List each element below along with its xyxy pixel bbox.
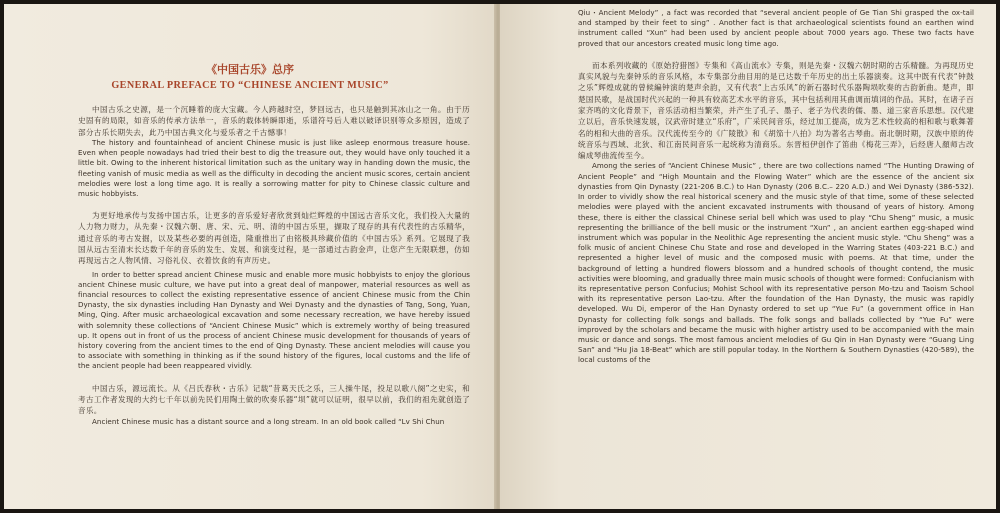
right-page: [500, 4, 996, 509]
paragraph-en-1: The history and fountainhead of ancient Chinese music is just like asleep enormous treasure house. Even when people nowadays had tried their best to dig the treasure out, they would have only touched it a little bit. Owing to the inherent historical limitation such as the unitary way in handing down the music, the fleeting vanish of music media as well as the difficulty in decoding the ancient music scores, certain ancient melodies were lost a long time ago. It is really a sorrowing matter for pity to Chinese classic culture and music hobbyists.: [78, 137, 470, 198]
paragraph-en-5: Among the series of “Ancient Chinese Music” , there are two collections named “The Hunting Drawing of Ancient People” and “High Mountain and the Flowing Water” which are the essence of the ancient six dynasties from Qin Dynasty (221-206 B.C.) to Han Dynasty (206 B.C.– 220 A.D.) and Wei Dynasty (386-532). In order to vividly show the real historical scenery and the music style of that time, some of these selected melodies were played with the ancient excavated instruments with thousand of years of history. Among these, there is either the classical Chinese serial bell which was used to play “Chu Sheng” music, a music representing the brilliance of the bell music or the instrument “Xun” , an ancient earthen egg-shaped wind instrument which was popular in the Neolithic Age representing the ancient music style. “Chu Sheng” was a folk music of ancient Chinese Chu State and rose and developed in the Warring States (403-221 B.C.) and represented a higher level of music and the composed music with poems. At that time, under the background of letting a hundred flowers blossom and a hundred schools of thought contend, the music activities were blooming, and gradually three main music schools of thought were formed: Confucianism with its representative person Confucius; Mohist School with its representative person Mo-tzu and Taoism School with its representative person Lao-tzu. After the foundation of the Han Dynasty, the music was rapidly developed. Wu Di, emperor of the Han Dynasty ordered to set up “Yue Fu” (a government office in Han Dynasty for collecting folk songs and ballads. The folk songs and ballads collected by “Yue Fu” were improved by the scholars and became the music with higher artistry used to be accompanied with the main music or dance and songs. The most famous ancient melodies of Gu Qin in Han Dynasty were “Guang Ling San” and “Hu Jia 18-Beat” which are still popular today. In the Northern & Southern Dynasties (420-589), the local customs of the: [578, 161, 974, 365]
preface-title-chinese: 《中国古乐》总序: [206, 63, 294, 76]
right-text-column: [578, 8, 974, 366]
paragraph-zh-4: 而本系列收藏的《原始狩猎图》专集和《高山流水》专集，则是先秦・汉魏六朝时期的古乐精髓。为再现历史真实风貌与先秦钟乐的音乐风格，本专集部分曲目用的是已达数千年历史的出土乐器演奏。这其中既有代表“钟鼓之乐”辉煌成就的曾候編钟演的楚声余韵，又有代表“上古乐风”的新石器时代乐器陶埙吹奏的古韵新曲。楚声，即楚国民歌，是战国时代兴起的一种具有较高艺术水平的音乐，其中包括利用其曲调而填词的作品。其时，在诸子百家齐鸣的文化背景下，音乐活动相当繁荣，并产生了孔子、墨子、老子为代表的儒、墨、道三家音乐思想。汉代建立以后，音乐快速发展，汉武帝时建立“乐府”，广采民间音乐，经过加工提高，成为艺术性较高的相和歌与歌舞著名的相和大曲的音乐。汉代流传至今的《广陵散》和《胡笳十八拍》均为著名古琴曲。南北朝时期，汉族中原的传统音乐与西域、北狄、和江南民间音乐一起统称为清商乐。东晋桓伊创作了笛曲《梅花三弄》，后经唐人顏师古改编成琴曲流传至今。: [578, 60, 974, 161]
paragraph-en-3: Ancient Chinese music has a distant source and a long stream. In an old book called “Lv Shi Chun: [92, 416, 445, 426]
paragraph-zh-3: 中国古乐，源远流长。从《吕氏春秋・古乐》记载“昔葛天氏之乐，三人操牛尾，投足以歌八阕”之史实，和考古工作者发现的大约七千年以前先民们用陶土做的吹奏乐器“埙”就可以证明，很早以前，我们的祖先就创造了音乐。: [78, 383, 470, 416]
left-page: [4, 4, 496, 509]
paragraph-en-2: In order to better spread ancient Chinese music and enable more music hobbyists to enjoy the glorious ancient Chinese music culture, we have put into a great deal of manpower, material resources as well as financial resources to collect the existing representative essence of ancient Chinese music from the Chin Dynasty, the six dynasties including Han Dynasty and Wei Dynasty and the dynasties of Tang, Song, Yuan, Ming, Qing. After music archaeological excavation and some necessary recreation, we have hereby issued with solemnity these collections of “Ancient Chinese Music” which is extremely worthy of being treasured up. It opens out in front of us the process of ancient Chinese music development for thousands of years of history covering from the ancient times to the end of Qing Dynasty. These ancient melodies will cause you to associate with something in thinking as if the sound history of the figures, local customs and the life of the ancient people had been reappeared vividly.: [78, 269, 470, 371]
paragraph-en-4: Qiu・Ancient Melody” , a fact was recorded that “several ancient people of Ge Tian Shi grasped the ox-tail and stamped by their feet to sing” . Another fact is that archaeological scientists found an earthen wind instrument called “Xun” had been used by ancient people about 7000 years ago. These two facts have proved that our ancestors created music long time ago.: [578, 8, 974, 48]
booklet-spread: [4, 4, 996, 509]
paragraph-zh-2: 为更好地承传与发扬中国古乐，让更多的音乐爱好者欣赏到灿烂辉煌的中国远古音乐文化，我们投入大量的人力物力财力，从先秦・汉魏六朝、唐、宋、元、明、清的中国古乐里，撷取了现存的具有代表性的古乐精华，通过音乐的考古发掘，以及某些必要的再创造，隆重推出了由铭极具珍藏价值的《中国古乐》系列。它展现了我国从远古至清末长达数千年的音乐的发生、发展、和演变过程，是一部通过古韵金声，让您产生无限联想，仿如再现远古之人物风情、习俗礼仪、衣着饮食的有声历史。: [78, 211, 470, 266]
paragraph-zh-1: 中国古乐之史源，是一个沉睡着的庞大宝藏。今人跨越时空，梦回远古，也只是触到其冰山之一角。由于历史固有的局限，如音乐的传承方法单一，音乐的载体转瞬即逝，乐谱符号后人难以破译识别等众多原因，造成了部分古乐长期失去，此乃中国古典文化与爱乐者之千古憾事！: [78, 105, 470, 137]
preface-title-english: GENERAL PREFACE TO “CHINESE ANCIENT MUSIC”: [111, 80, 389, 91]
left-text-column: [78, 104, 470, 427]
